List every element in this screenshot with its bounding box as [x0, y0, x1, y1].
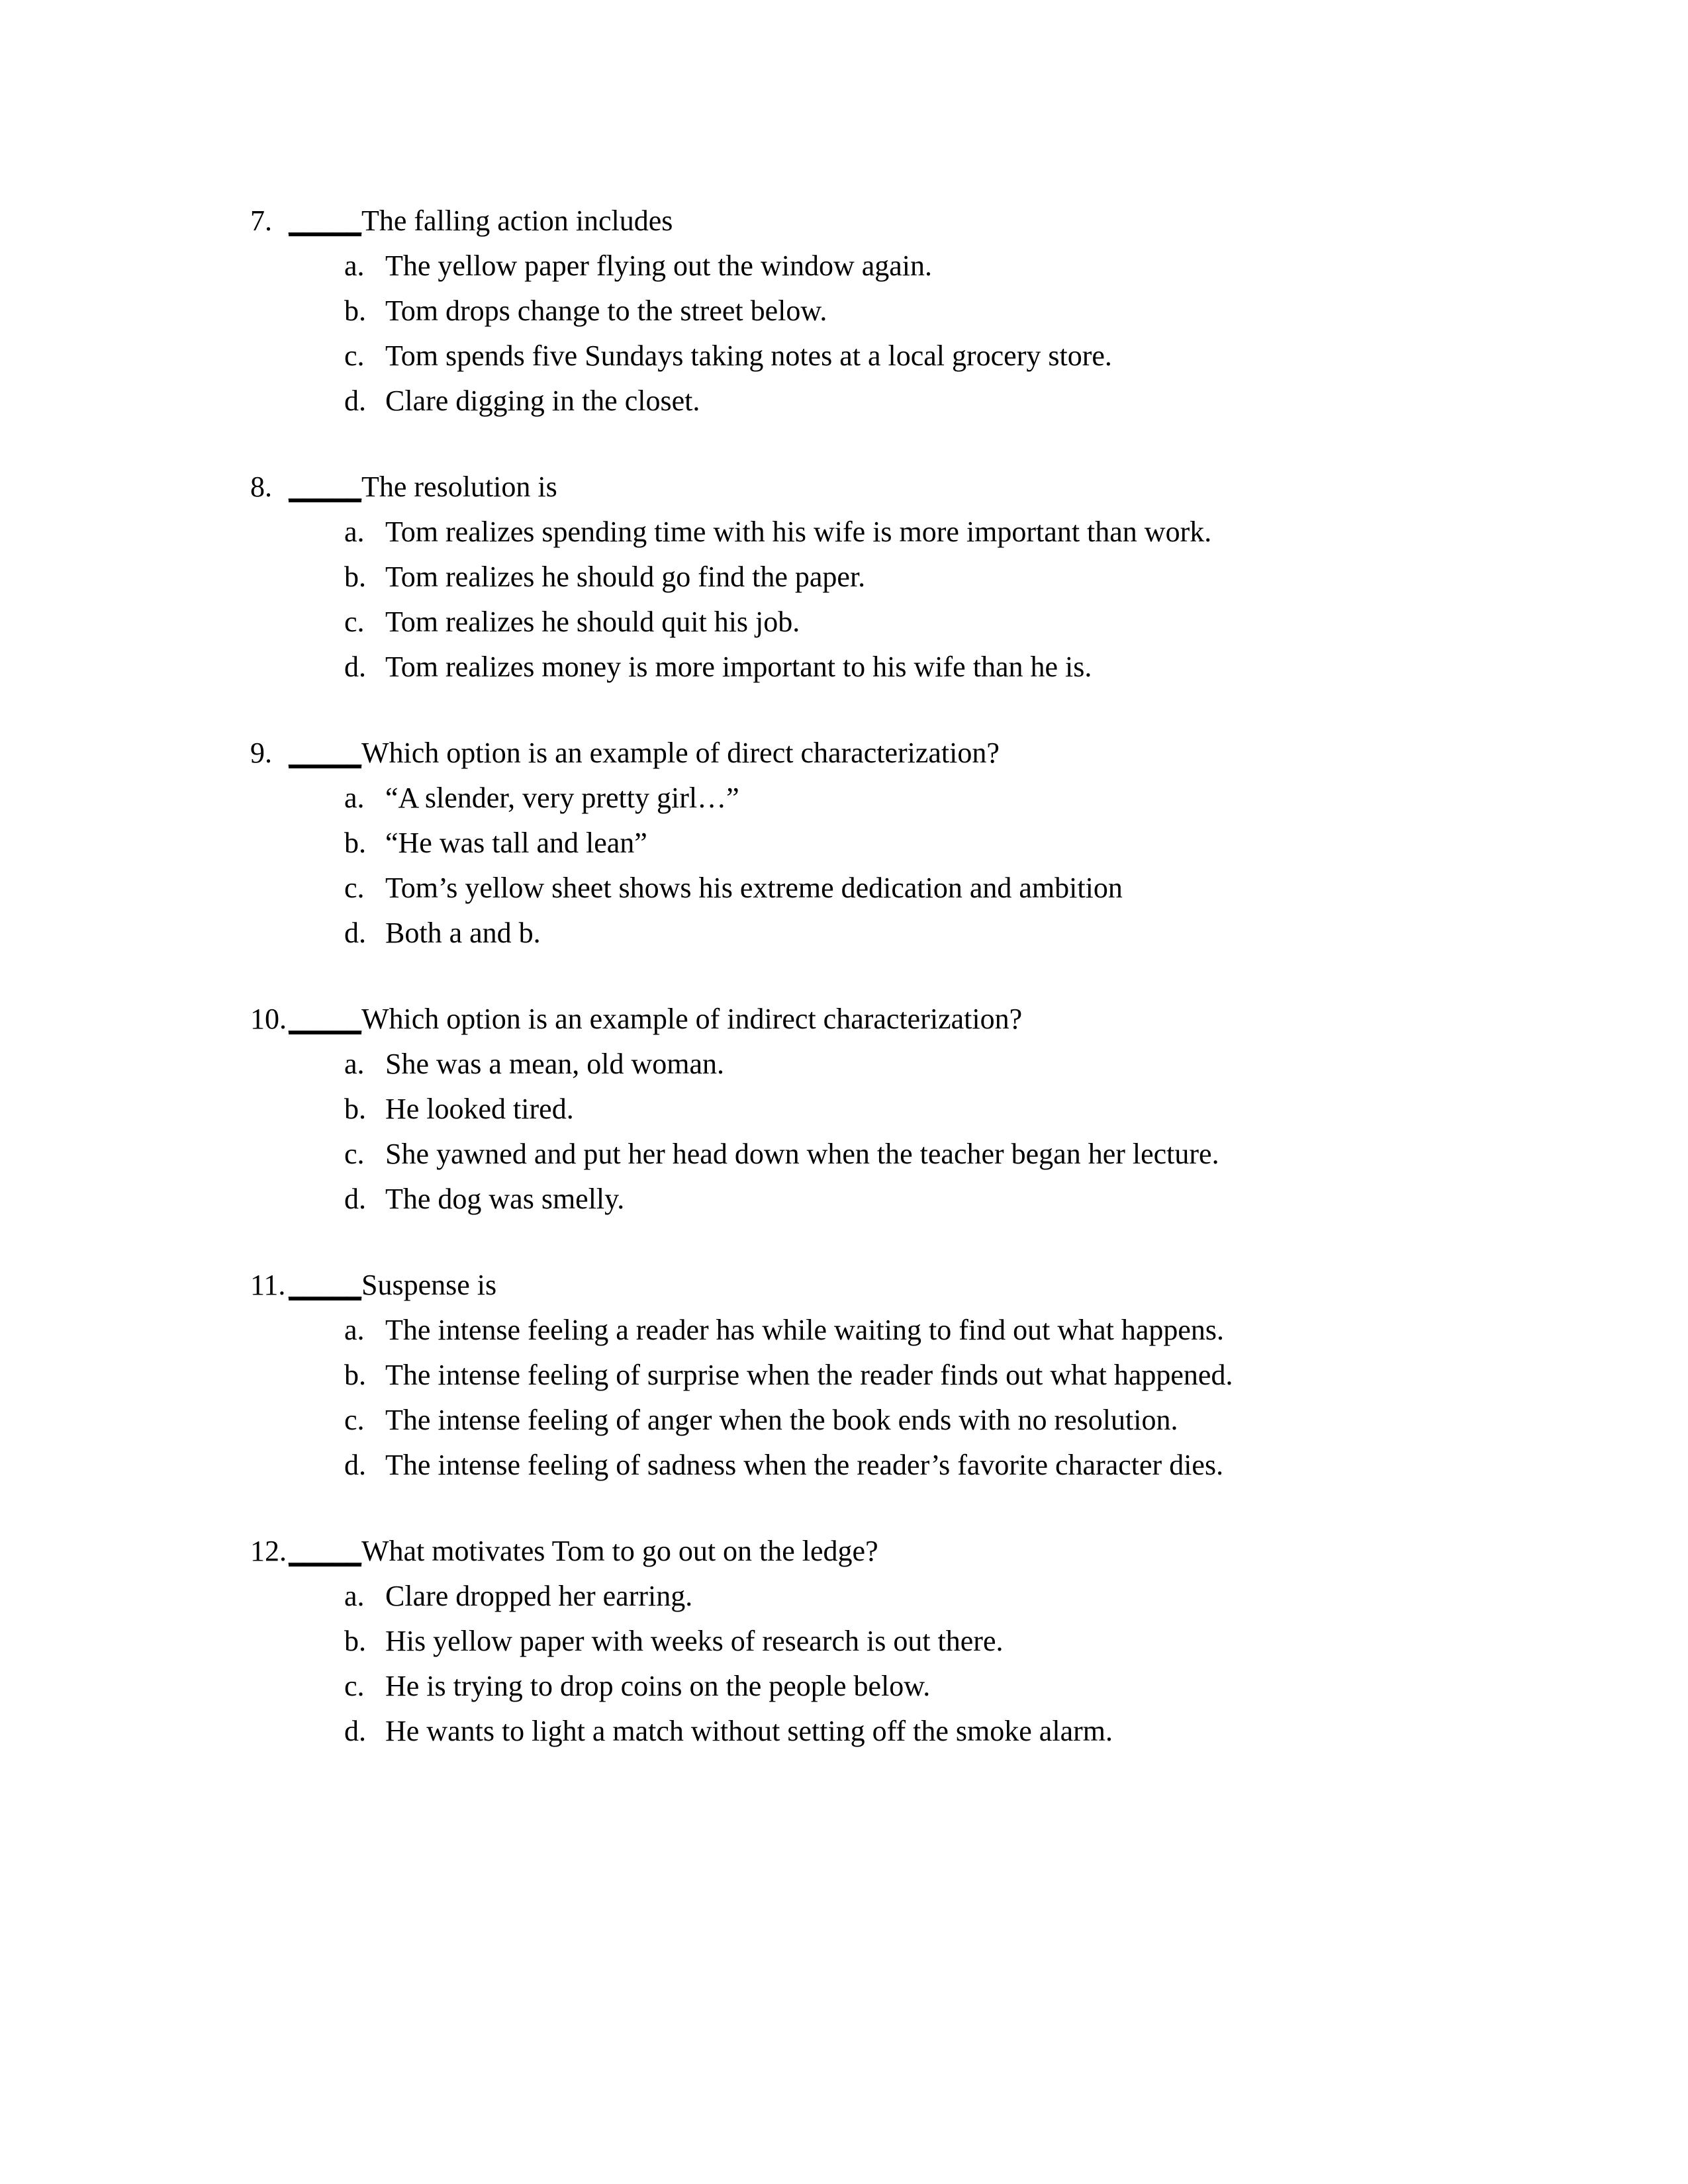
option-list — [0, 776, 1688, 956]
option-letter: b. — [344, 561, 366, 593]
option-letter: c. — [344, 1404, 365, 1436]
option-text: He is trying to drop coins on the people below. — [385, 1670, 931, 1702]
option-text: Clare dropped her earring. — [385, 1580, 693, 1612]
option-text: Tom spends five Sundays taking notes at a local grocery store. — [385, 340, 1112, 372]
option-letter: b. — [344, 295, 366, 327]
option-text: He wants to light a match without setting off the smoke alarm. — [385, 1715, 1113, 1747]
option-item[interactable] — [0, 821, 1688, 866]
option-list — [0, 1574, 1688, 1754]
option-letter: a. — [344, 1580, 365, 1612]
option-item[interactable] — [0, 1709, 1688, 1754]
option-text: Tom realizes he should go find the paper. — [385, 561, 866, 593]
question-prompt-line — [0, 997, 1688, 1042]
option-text: Clare digging in the closet. — [385, 385, 700, 417]
answer-blank[interactable]: _____ — [289, 737, 361, 769]
option-text: Tom realizes spending time with his wife is more important than work. — [385, 516, 1212, 548]
option-item[interactable] — [0, 600, 1688, 645]
option-letter: d. — [344, 1183, 366, 1215]
option-letter: d. — [344, 917, 366, 949]
answer-blank[interactable]: _____ — [289, 1535, 361, 1567]
option-item[interactable] — [0, 1619, 1688, 1664]
question-number: 11. — [250, 1269, 286, 1301]
option-text: “He was tall and lean” — [385, 827, 647, 859]
option-text: The dog was smelly. — [385, 1183, 625, 1215]
option-letter: d. — [344, 1715, 366, 1747]
question-prompt-line — [0, 1263, 1688, 1308]
option-item[interactable] — [0, 379, 1688, 424]
option-item[interactable] — [0, 866, 1688, 911]
option-text: The intense feeling of surprise when the reader finds out what happened. — [385, 1359, 1233, 1391]
option-letter: b. — [344, 1093, 366, 1125]
option-letter: b. — [344, 827, 366, 859]
option-item[interactable] — [0, 1087, 1688, 1132]
option-text: She was a mean, old woman. — [385, 1048, 724, 1080]
option-item[interactable] — [0, 1443, 1688, 1488]
option-text: Tom’s yellow sheet shows his extreme dedication and ambition — [385, 872, 1123, 904]
question-text: Suspense is — [361, 1269, 497, 1301]
question-text: What motivates Tom to go out on the ledge? — [361, 1535, 878, 1567]
option-text: Tom realizes he should quit his job. — [385, 606, 800, 638]
option-text: Tom drops change to the street below. — [385, 295, 827, 327]
option-text: “A slender, very pretty girl…” — [385, 782, 739, 814]
option-letter: a. — [344, 516, 365, 548]
question-block — [0, 731, 1688, 956]
option-text: Both a and b. — [385, 917, 541, 949]
question-text: Which option is an example of direct characterization? — [361, 737, 1000, 769]
option-item[interactable] — [0, 510, 1688, 555]
question-number: 12. — [250, 1535, 287, 1567]
option-letter: b. — [344, 1359, 366, 1391]
option-letter: a. — [344, 782, 365, 814]
option-text: The intense feeling of sadness when the reader’s favorite character dies. — [385, 1449, 1224, 1481]
option-item[interactable] — [0, 1042, 1688, 1087]
question-number: 9. — [250, 737, 272, 769]
option-text: She yawned and put her head down when the teacher began her lecture. — [385, 1138, 1219, 1170]
option-item[interactable] — [0, 1398, 1688, 1443]
option-text: Tom realizes money is more important to his wife than he is. — [385, 651, 1092, 683]
option-item[interactable] — [0, 244, 1688, 289]
answer-blank[interactable]: _____ — [289, 471, 361, 503]
option-item[interactable] — [0, 1132, 1688, 1177]
answer-blank[interactable]: _____ — [289, 1003, 361, 1035]
option-item[interactable] — [0, 1574, 1688, 1619]
option-text: The intense feeling of anger when the book ends with no resolution. — [385, 1404, 1178, 1436]
option-list — [0, 1308, 1688, 1488]
question-number: 7. — [250, 205, 272, 237]
question-block — [0, 1263, 1688, 1488]
option-list — [0, 510, 1688, 690]
option-text: His yellow paper with weeks of research is out there. — [385, 1625, 1004, 1657]
option-item[interactable] — [0, 645, 1688, 690]
question-block — [0, 997, 1688, 1222]
option-item[interactable] — [0, 555, 1688, 600]
option-item[interactable] — [0, 1353, 1688, 1398]
option-list — [0, 244, 1688, 424]
option-letter: b. — [344, 1625, 366, 1657]
question-block — [0, 199, 1688, 424]
question-block — [0, 465, 1688, 690]
option-item[interactable] — [0, 1177, 1688, 1222]
option-letter: c. — [344, 1670, 365, 1702]
answer-blank[interactable]: _____ — [289, 205, 361, 237]
option-letter: c. — [344, 606, 365, 638]
question-text: The falling action includes — [361, 205, 673, 237]
answer-blank[interactable]: _____ — [289, 1269, 361, 1301]
option-letter: c. — [344, 340, 365, 372]
option-letter: c. — [344, 1138, 365, 1170]
option-letter: d. — [344, 385, 366, 417]
question-number: 10. — [250, 1003, 287, 1035]
question-number: 8. — [250, 471, 272, 503]
question-prompt-line — [0, 731, 1688, 776]
question-prompt-line — [0, 1529, 1688, 1574]
question-text: Which option is an example of indirect characterization? — [361, 1003, 1023, 1035]
option-item[interactable] — [0, 776, 1688, 821]
option-item[interactable] — [0, 334, 1688, 379]
option-letter: d. — [344, 651, 366, 683]
option-letter: d. — [344, 1449, 366, 1481]
option-text: The intense feeling a reader has while waiting to find out what happens. — [385, 1314, 1225, 1346]
question-prompt-line — [0, 465, 1688, 510]
question-prompt-line — [0, 199, 1688, 244]
option-letter: a. — [344, 250, 365, 282]
question-text: The resolution is — [361, 471, 557, 503]
option-letter: c. — [344, 872, 365, 904]
option-list — [0, 1042, 1688, 1222]
option-letter: a. — [344, 1314, 365, 1346]
option-text: He looked tired. — [385, 1093, 574, 1125]
option-letter: a. — [344, 1048, 365, 1080]
option-item[interactable] — [0, 1308, 1688, 1353]
option-item[interactable] — [0, 289, 1688, 334]
question-list — [0, 199, 1688, 1754]
question-block — [0, 1529, 1688, 1754]
option-text: The yellow paper flying out the window again. — [385, 250, 933, 282]
option-item[interactable] — [0, 1664, 1688, 1709]
option-item[interactable] — [0, 911, 1688, 956]
